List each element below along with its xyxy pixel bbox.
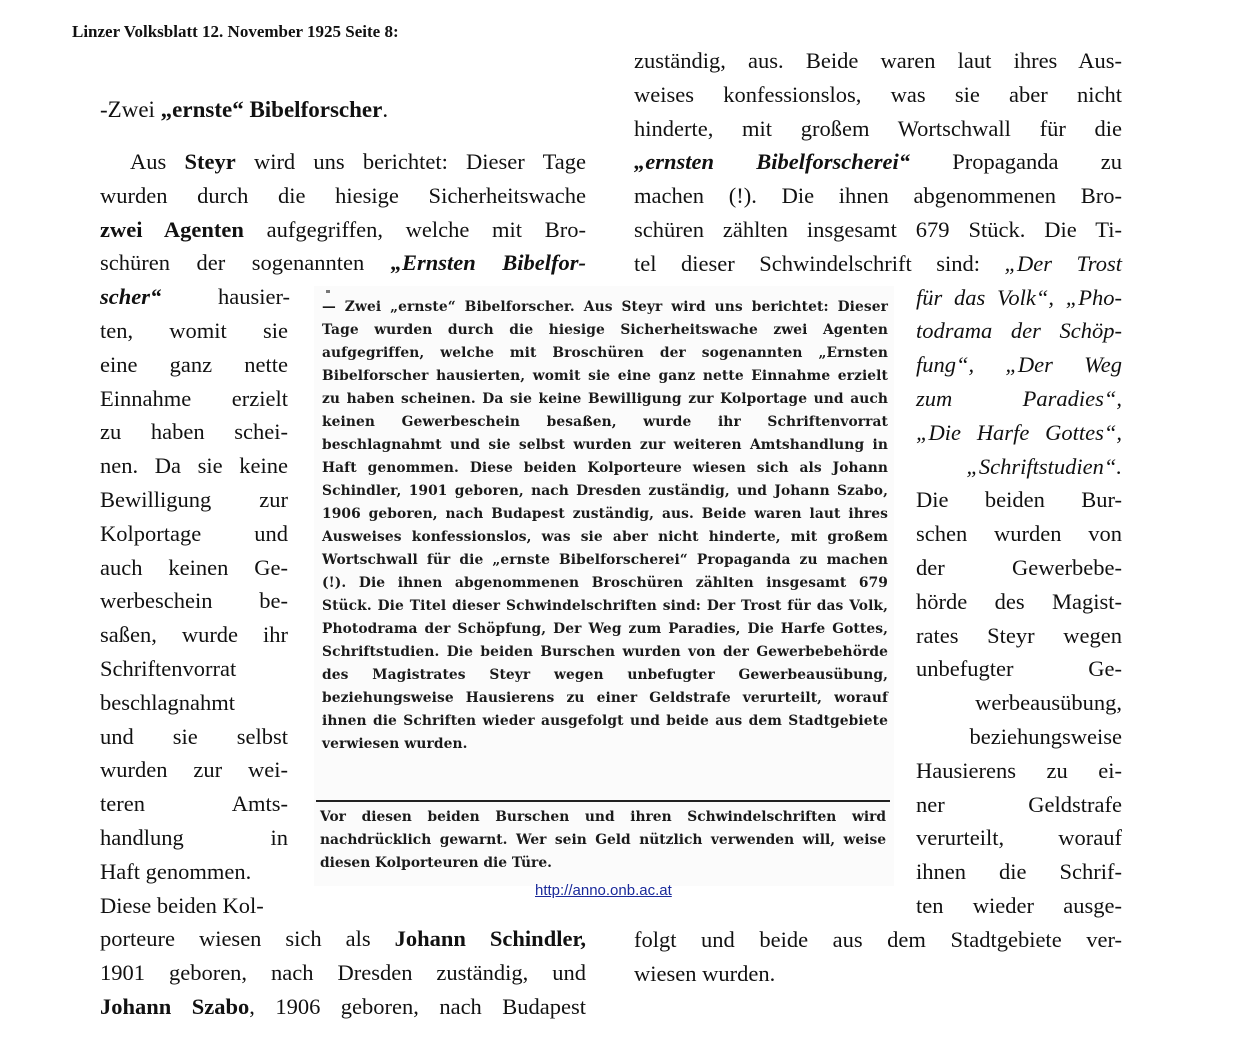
right-line (916, 619, 1122, 653)
left-line (100, 990, 586, 1024)
left-text-run: Bewilligung zur (100, 487, 288, 512)
right-line (916, 889, 1122, 923)
right-line (916, 754, 1122, 788)
right-line (916, 517, 1122, 551)
left-line (100, 889, 288, 923)
left-text-run: auch keinen Ge- (100, 554, 288, 580)
left-line (100, 618, 288, 652)
right-text-run: werbeausübung, (975, 690, 1122, 716)
right-line (916, 720, 1122, 754)
left-text-run: wurden durch die hiesige Sicherheitswache (100, 182, 586, 208)
right-line (916, 450, 1122, 484)
left-text-run: beschlagnahmt (100, 689, 235, 715)
scan-mark (326, 290, 330, 293)
right-line (634, 923, 1122, 957)
left-text-run: porteure wiesen sich als (100, 926, 395, 952)
right-text-run: „ernsten Bibelforscherei“ (634, 149, 911, 175)
title-suffix: . (382, 97, 389, 122)
left-text-run: Steyr (184, 149, 236, 174)
left-text-run: ten, womit sie (100, 318, 288, 343)
right-line (916, 483, 1122, 517)
left-line (100, 686, 288, 720)
left-text-run: hausier- (161, 284, 290, 310)
left-line (100, 314, 288, 348)
left-text-run: Kolportage und (100, 520, 288, 546)
right-text-run: unbefugter Ge- (916, 656, 1122, 682)
left-text-run: zu haben schei- (100, 419, 288, 445)
right-text-run: schen wurden von (916, 521, 1122, 547)
left-text-run: Haft genommen. (100, 858, 252, 884)
left-line (100, 821, 288, 855)
left-line (100, 551, 288, 585)
right-text-run: verurteilt, worauf (916, 825, 1122, 851)
left-text-run: werbeschein be- (100, 588, 288, 614)
right-line (634, 247, 1122, 281)
title-bold: „ernste“ Bibelforscher (160, 97, 383, 122)
left-text-run: saßen, wurde ihr (100, 622, 288, 648)
right-text-run: zum Paradies“, (916, 386, 1122, 411)
left-line (100, 517, 288, 551)
left-text-run: teren Amts- (100, 791, 288, 817)
left-text-run: handlung in (100, 825, 288, 850)
left-line (130, 145, 586, 179)
right-text-run: wiesen wurden. (634, 960, 776, 986)
right-text-run: schüren zählten insgesamt 679 Stück. Die Ti- (634, 217, 1122, 242)
right-text-run: ten wieder ausge- (916, 893, 1122, 918)
left-line (100, 213, 586, 247)
left-text-run: Diese beiden Kol- (100, 892, 264, 918)
right-line (916, 382, 1122, 416)
right-text-run: beziehungsweise (969, 724, 1122, 749)
left-text-run: schüren der sogenannten (100, 250, 391, 276)
left-text-run: Johann Szabo (100, 994, 250, 1019)
clipping-text (322, 296, 888, 756)
left-line (100, 584, 288, 618)
right-line (916, 551, 1122, 585)
left-text-run: zwei Agenten (100, 216, 244, 242)
right-line (634, 112, 1122, 146)
right-line (916, 416, 1122, 450)
right-line (916, 314, 1122, 348)
clipping-headline: — Zwei „ernste“ Bibelforscher. (322, 299, 575, 315)
right-line (916, 855, 1122, 889)
left-text-run: scher“ (100, 284, 162, 310)
right-text-run: hörde des Magist- (916, 588, 1122, 614)
right-text-run: weises konfessionslos, was sie aber nicht (634, 81, 1122, 107)
left-text-run: wurden zur wei- (100, 757, 288, 783)
right-text-run: folgt und beide aus dem Stadtgebiete ver- (634, 926, 1122, 952)
right-text-run: fung“, „Der Weg (916, 352, 1122, 378)
left-text-run: Einnahme erzielt (100, 385, 288, 411)
left-line (100, 246, 586, 280)
right-text-run: „Schriftstudien“. (966, 453, 1122, 479)
right-line (916, 585, 1122, 619)
left-line (100, 483, 288, 517)
right-line (634, 179, 1122, 213)
right-text-run: zuständig, aus. Beide waren laut ihres Aus- (634, 48, 1122, 73)
clipping-body: Aus Steyr wird uns berichtet: Dieser Tage wurden durch die hiesige Sicherheitswache zwei Agenten aufgegriffen, welche mit Broschüren der sogenannten „Ernsten Bibelforscher hausierten, womit sie eine ganz nette Einnahme erzielt zu haben scheinen. Da sie keine Bewilligung zur Kolportage und auch keinen Gewerbeschein besaßen, wurde ihr Schriftenvorrat beschlagnahmt und sie selbst wurden zur weiteren Amtshandlung in Haft genommen. Diese beiden Kolporteure wiesen sich als Johann Schindler, 1901 geboren, nach Dresden zuständig, und Johann Szabo, 1906 geboren, nach Budapest zuständig, aus. Beide waren laut ihres Ausweises konfessionslos, was sie aber nicht hinderte, mit großem Wortschwall für die „ernste Bibelforscherei“ Propaganda zu machen (!). Die ihnen abgenommenen Broschüren zählten insgesamt 679 Stück. Die Titel dieser Schwindelschriften sind: Der Trost für das Volk, Photodrama der Schöpfung, Der Weg zum Paradies, Die Harfe Gottes, Schriftstudien. Die beiden Burschen wurden von der Gewerbebehörde des Magistrates Steyr wegen unbefugter Gewerbeausübung, beziehungsweise Hausierens zu einer Geldstrafe verurteilt, worauf ihnen die Schriften wieder ausgefolgt und beide aus dem Stadtgebiete verwiesen wurden. (322, 299, 888, 752)
right-text-run: „Der Trost (1004, 250, 1122, 276)
left-line (100, 348, 288, 382)
right-text-run: machen (!). Die ihnen abgenommenen Bro- (634, 183, 1122, 209)
left-line (100, 956, 586, 990)
right-line (916, 348, 1122, 382)
right-text-run: Die beiden Bur- (916, 487, 1122, 513)
left-text-run: aufgegriffen, welche mit Bro- (243, 216, 586, 242)
right-line (916, 281, 1122, 315)
right-line (634, 957, 1122, 991)
right-text-run: für das Volk“, „Pho- (916, 284, 1122, 310)
source-link[interactable]: http://anno.onb.ac.at (535, 882, 672, 899)
right-line (634, 213, 1122, 247)
left-line (100, 179, 586, 213)
right-text-run: „Die Harfe Gottes“, (916, 419, 1122, 445)
left-text-run: und sie selbst (100, 723, 288, 749)
right-line (634, 145, 1122, 179)
left-line (100, 280, 290, 314)
left-text-run: Aus (130, 149, 185, 174)
right-text-run: hinderte, mit großem Wortschwall für die (634, 115, 1122, 141)
right-line (916, 788, 1122, 822)
newspaper-clipping (314, 286, 894, 886)
clipping-footer: Vor diesen beiden Burschen und ihren Schwindelschriften wird nachdrücklich gewarnt. Wer sein Geld nützlich verwenden will, weise diesen Kolporteuren die Türe. (320, 809, 886, 871)
right-line (916, 652, 1122, 686)
left-line (100, 382, 288, 416)
right-line (916, 686, 1122, 720)
left-text-run: Schriftenvorrat (100, 656, 237, 681)
left-text-run: wird uns berichtet: Dieser Tage (235, 149, 586, 174)
right-text-run: ner Geldstrafe (916, 791, 1122, 817)
left-line (100, 787, 288, 821)
left-line (100, 652, 288, 686)
left-line (100, 753, 288, 787)
left-text-run: Johann Schindler, (394, 926, 586, 952)
left-text-run: 1901 geboren, nach Dresden zuständig, und (100, 960, 586, 986)
right-text-run: todrama der Schöp- (916, 318, 1122, 344)
right-text-run: ihnen die Schrif- (916, 859, 1122, 885)
left-text-run: eine ganz nette (100, 351, 288, 377)
right-line (634, 78, 1122, 112)
left-line (100, 415, 288, 449)
left-line (100, 922, 586, 956)
right-text-run: Propaganda zu (910, 149, 1122, 175)
left-text-run: „Ernsten Bibelfor- (390, 250, 587, 276)
right-line (916, 821, 1122, 855)
title-prefix: -Zwei (100, 97, 161, 122)
left-text-run: nen. Da sie keine (100, 453, 288, 479)
clipping-divider (316, 800, 890, 802)
right-text-run: Hausierens zu ei- (916, 757, 1122, 783)
article-title (100, 97, 388, 123)
left-line (100, 855, 288, 889)
right-text-run: tel dieser Schwindelschrift sind: (634, 250, 1005, 276)
right-text-run: rates Steyr wegen (916, 622, 1122, 648)
left-text-run: , 1906 geboren, nach Budapest (249, 994, 586, 1019)
page-header: Linzer Volksblatt 12. November 1925 Seite 8: (72, 22, 399, 41)
left-line (100, 449, 288, 483)
right-line (634, 44, 1122, 78)
right-text-run: der Gewerbebe- (916, 555, 1122, 580)
left-line (100, 720, 288, 754)
